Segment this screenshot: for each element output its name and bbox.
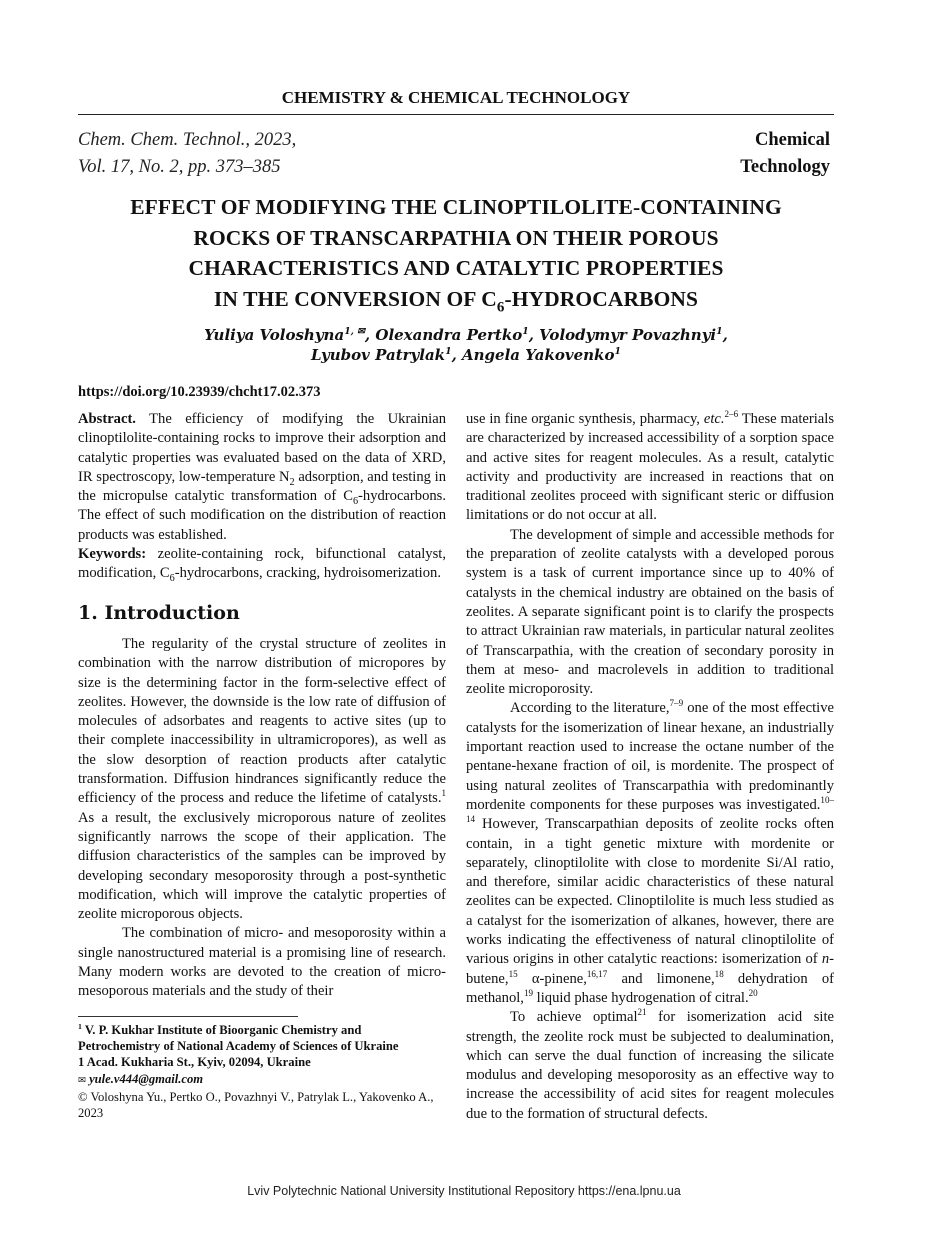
citation-block [78, 127, 296, 181]
paragraph: The combination of micro- and mesoporosity within a single nanostructured material is a promising line of research. Many modern works are devoted to the creation of micro-mesoporous materials and the study of their [78, 925, 446, 1000]
title-line: CHARACTERISTICS AND CATALYTIC PROPERTIES [188, 256, 724, 280]
paper-title [78, 192, 834, 314]
doi-link[interactable]: https://doi.org/10.23939/chcht17.02.373 [78, 384, 321, 400]
left-column [78, 410, 446, 1002]
section-label [740, 127, 830, 181]
citation-ref: 2–6 [724, 409, 739, 420]
footnote-divider [78, 1016, 298, 1017]
citation-ref: 21 [637, 1007, 647, 1018]
footnote-address: 1 Acad. Kukharia St., Kyiv, 02094, Ukraine [78, 1055, 311, 1070]
citation-line: Vol. 17, No. 2, pp. 373–385 [78, 157, 281, 177]
envelope-icon: ✉ [78, 1075, 86, 1086]
citation-ref: 7–9 [669, 698, 684, 709]
footnote-affiliation: $^1$ V. P. Kukhar Institute of Bioorganic Chemistry and Petrochemistry of National Academy of Sciences of Ukraine [78, 1021, 399, 1054]
footnotes [78, 1022, 446, 1121]
paragraph: The regularity of the crystal structure of zeolites in combination with the narrow distribution of micropores by size is the determining factor in the form-selective effect of zeolites. However, the downside is the low rate of diffusion of molecules of adsorbates and reagents to active sites (up to their complete inaccessibility in ultramicropores), as well as the slow desorption of reaction products after catalytic transformation. Diffusion hindrances significantly reduce the efficiency of the process and reduce the lifetime of catalysts.$^1$ As a result, the exclusively microporous nature of zeolites significantly narrows the scope of their application. The diffusion characteristics of the samples can be improved by developing secondary mesoporosity through a post-synthetic modification, which will improve the catalytic properties of zeolite microporous objects. [78, 635, 446, 923]
abstract: Abstract. The efficiency of modifying the Ukrainian clinoptilolite-containing rocks to improve their adsorption and catalytic properties was evaluated based on the data of XRD, IR spectroscopy, low-temperature $N_2$ adsorption, and testing in the micropulse catalytic transformation of $C_6$-hydrocarbons. The effect of such modification on the distribution of reaction products was established. [78, 411, 446, 543]
title-line: ROCKS OF TRANSCARPATHIA ON THEIR POROUS [193, 225, 719, 250]
author-name: Lyubov Patrylak [311, 346, 446, 364]
section-label-line: Technology [740, 157, 830, 177]
paragraph: use in fine organic synthesis, pharmacy, etc.$^{2-6}$ These materials are characterized by increased accessibility of a sorption space and active sites for reagent molecules. As a result, catalytic activity and productivity are increased in reactions that on traditional zeolites proceed with significant steric or diffusion limitations or do not occur at all. [466, 409, 834, 524]
author-name: Yuliya Voloshyna [204, 326, 345, 344]
paragraph: To achieve optimal$^{21}$ for isomerization acid site strength, the zeolite rock must be subjected to dealumination, which can serve the dual function of increasing the silicate modulus and developing mesoporosity as an effective way to increase the accessibility of acid sites for reagent molecules due to the formation of structural defects. [466, 1007, 834, 1122]
author-name: Olexandra Pertko [375, 326, 523, 344]
author-affiliation-mark: 1, ✉ [344, 326, 365, 337]
right-column [466, 410, 834, 1124]
section-label-line: Chemical [754, 130, 830, 150]
repository-footer: Lviv Polytechnic National University Institutional Repository https://ena.lpnu.ua [247, 1184, 681, 1198]
author-line: Lyubov Patrylak$^1$, Angela Yakovenko$^1$ [311, 346, 621, 364]
author-name: Volodymyr Povazhnyi [539, 326, 717, 344]
footnote-email[interactable]: ✉ yule.v444@gmail.com [78, 1071, 204, 1086]
title-line: IN THE CONVERSION OF $C_6$-HYDROCARBONS [213, 286, 699, 315]
journal-header: CHEMISTRY & CHEMICAL TECHNOLOGY [78, 88, 834, 115]
author-line: Yuliya Voloshyna$^{1, ✉}$, Olexandra Pertko$^1$, Volodymyr Povazhnyi$^1$, [204, 326, 728, 344]
paragraph: According to the literature,$^{7-9}$ one of the most effective catalysts for the isomerization of linear hexane, an industrially important reaction used to increase the octane number of the pentane-hexane fraction of oil, is mordenite. The prospect of using natural zeolites of Transcarpathia with predominantly mordenite components for these purposes was investigated.$^{10-14}$ However, Transcarpathian deposits of zeolite rocks often contain, in a tight genetic mixture with mordenite or separately, clinoptilolite with close to mordenite Si/Al ratio, and therefore, similar acidic characteristics of these natural zeolites can be expected. Clinoptilolite is much less studied as a catalyst for the isomerization of alkanes, however, there are works indicating the effectiveness of natural clinoptilolite of various origins in other catalytic reactions: isomerization of n-butene,$^{15}$ α-pinene,$^{16,17}$ and limonene,$^{18}$ dehydration of methanol,$^{19}$ liquid phase hydrogenation of citral.$^{20}$ [466, 698, 834, 1006]
section-heading: 1. Introduction [78, 601, 240, 624]
author-name: Angela Yakovenko [462, 346, 615, 364]
author-list [78, 325, 854, 365]
keywords-label: Keywords: [78, 546, 147, 563]
citation-ref: 10–14 [466, 795, 834, 825]
paragraph: The development of simple and accessible methods for the preparation of zeolite catalysts with a developed porous system is a task of current importance since up to 40% of catalysts in the chemical industry are obtained on the basis of zeolites. A separate significant point is to clarify the prospects to attract Ukrainian raw materials, in particular natural zeolites of Transcarpathia, with the creation of secondary porosity in them at meso- and macrolevels in addition to traditional zeolite microporosity. [466, 526, 834, 698]
footnote-copyright: © Voloshyna Yu., Pertko O., Povazhnyi V., Patrylak L., Yakovenko A., 2023 [78, 1089, 434, 1121]
citation-ref: 1 [441, 788, 446, 799]
keywords: Keywords: zeolite-containing rock, bifunctional catalyst, modification, $C_6$-hydrocarbons, cracking, hydroisomerization. [78, 546, 446, 585]
abstract-label: Abstract. [78, 411, 136, 427]
citation-line: Chem. Chem. Technol., 2023, [78, 130, 297, 150]
title-line: EFFECT OF MODIFYING THE CLINOPTILOLITE-CONTAINING [130, 195, 782, 219]
